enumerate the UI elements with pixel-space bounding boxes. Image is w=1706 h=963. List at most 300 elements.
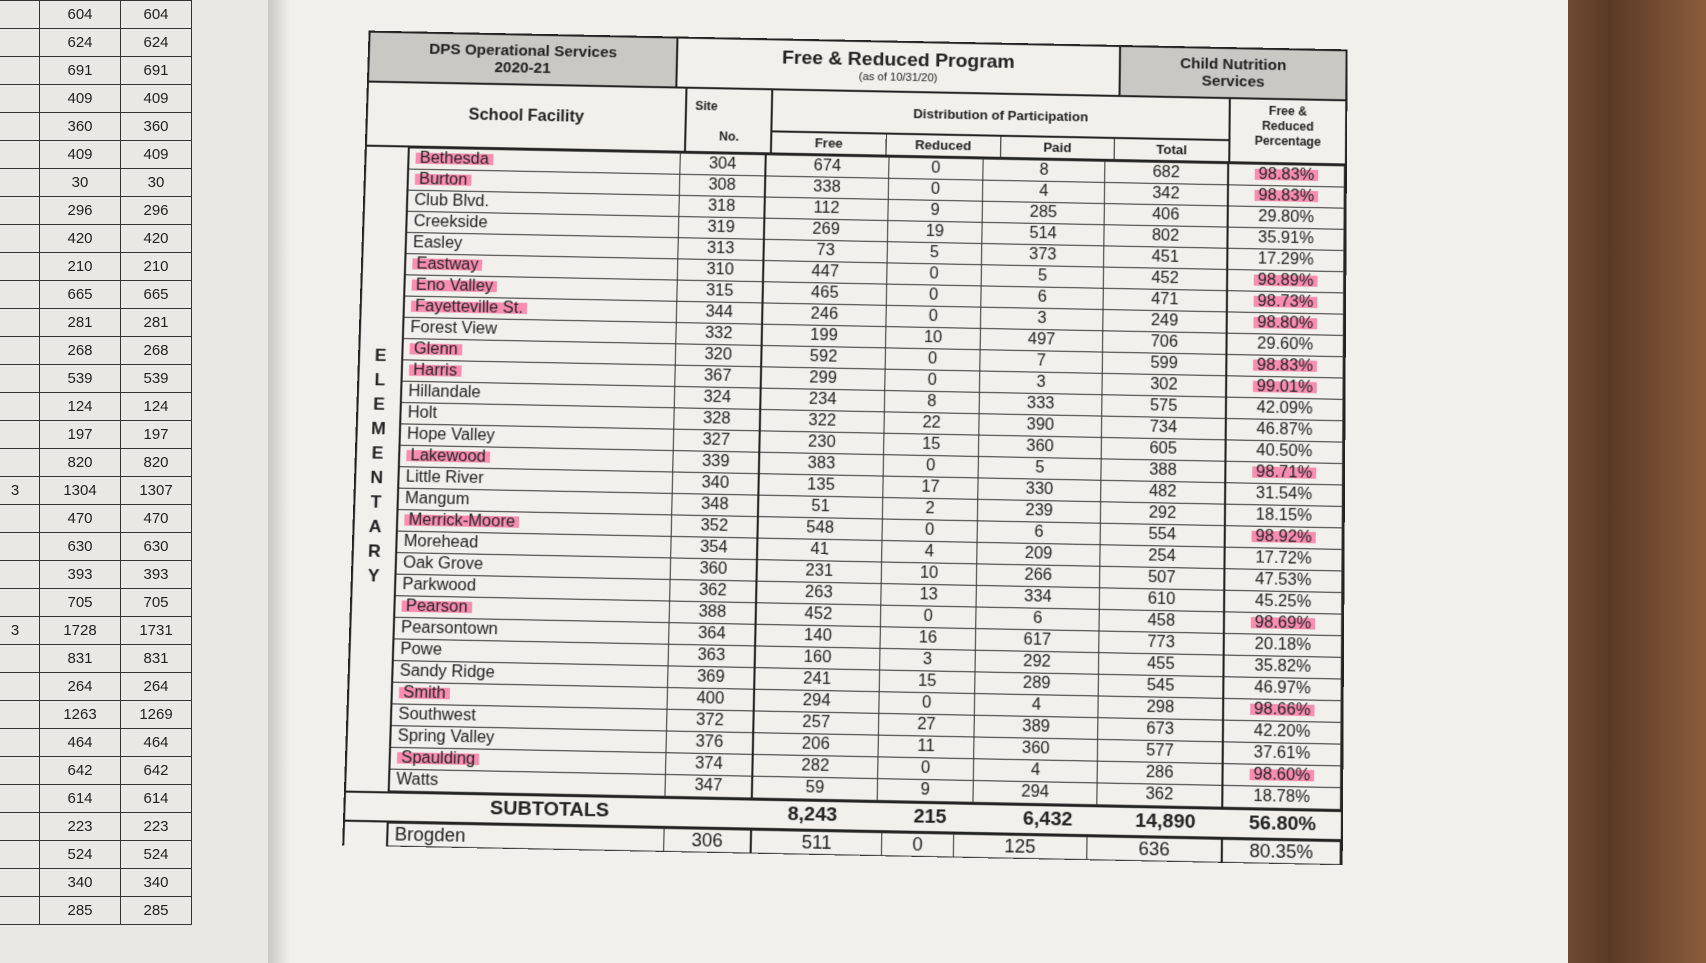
left-table-row xyxy=(0,57,192,85)
percentage-value: 98.66% xyxy=(1250,700,1315,719)
left-table-row xyxy=(0,785,192,813)
site-number-cell xyxy=(677,280,763,303)
left-table-row xyxy=(0,673,192,701)
site-number-cell xyxy=(672,472,759,495)
site-number-cell xyxy=(671,536,758,559)
percentage-value-cell xyxy=(1226,418,1343,442)
site-number-cell xyxy=(672,493,759,516)
paid-count-cell xyxy=(983,180,1105,203)
percentage-value: 20.18% xyxy=(1254,635,1312,655)
col-school-facility: School Facility xyxy=(367,83,688,151)
left-table-cell: 624 xyxy=(40,29,121,57)
subtotal-reduced: 215 xyxy=(913,805,947,829)
reduced-count-cell xyxy=(887,221,982,244)
paid-count-cell xyxy=(974,715,1098,739)
paid-count: 239 xyxy=(1025,501,1054,520)
percentage-value-cell xyxy=(1225,461,1342,485)
reduced-count-cell xyxy=(887,263,982,286)
paid-count-cell xyxy=(978,456,1101,480)
left-table-cell: 604 xyxy=(121,1,192,29)
site-number-cell xyxy=(678,217,764,240)
paid-count: 289 xyxy=(1022,674,1051,693)
site-number-cell xyxy=(678,238,764,261)
free-count-cell xyxy=(761,345,885,369)
total-count: 545 xyxy=(1146,676,1175,695)
col-free: Free xyxy=(772,132,887,154)
free-count: 73 xyxy=(816,241,835,260)
reduced-count: 9 xyxy=(930,201,940,220)
free-count-cell xyxy=(756,603,881,627)
site-number-cell xyxy=(679,174,765,197)
percentage-value: 18.15% xyxy=(1255,506,1312,525)
left-table-row xyxy=(0,225,192,253)
paid-count: 617 xyxy=(1023,631,1052,650)
total-count-cell xyxy=(1098,674,1223,698)
free-count: 231 xyxy=(805,562,834,581)
percentage-value-cell xyxy=(1224,612,1342,636)
free-count-cell xyxy=(759,431,884,455)
paid-count-cell xyxy=(979,414,1102,438)
school-name: Powe xyxy=(400,640,443,659)
paid-count-cell xyxy=(977,542,1100,566)
free-count: 452 xyxy=(804,605,833,624)
left-table-cell: 420 xyxy=(40,225,121,253)
subtotal-paid: 6,432 xyxy=(1022,807,1073,831)
site-number-cell xyxy=(667,688,754,711)
percentage-value-cell xyxy=(1226,397,1343,421)
header-dept-line2: Services xyxy=(1201,72,1265,91)
site-number: 348 xyxy=(700,495,729,514)
free-count-cell xyxy=(763,239,887,263)
left-table-cell: 470 xyxy=(121,505,192,533)
left-table-row xyxy=(0,841,192,869)
school-name: Merrick-Moore xyxy=(404,511,519,531)
col-percentage xyxy=(1230,99,1345,163)
elementary-letter: R xyxy=(367,541,382,562)
elementary-letter: T xyxy=(370,492,382,512)
left-table-cell: 124 xyxy=(121,393,192,421)
site-number-cell xyxy=(676,301,762,324)
left-table-cell: 197 xyxy=(40,421,121,449)
elementary-letter: M xyxy=(370,418,386,439)
left-table-cell xyxy=(0,281,40,309)
reduced-count: 19 xyxy=(925,222,945,241)
left-table-cell xyxy=(0,1,40,29)
total-count-cell xyxy=(1100,545,1225,569)
site-number: 369 xyxy=(696,668,725,687)
reduced-count-cell xyxy=(883,455,979,478)
paid-count: 4 xyxy=(1030,761,1041,780)
total-count-cell xyxy=(1104,246,1228,270)
school-name: Hope Valley xyxy=(406,425,496,445)
site-number-cell xyxy=(671,515,758,538)
site-number-cell xyxy=(674,408,761,431)
site-number: 319 xyxy=(707,218,735,237)
total-count: 773 xyxy=(1147,633,1176,652)
left-table-cell xyxy=(0,841,40,869)
site-number-cell xyxy=(666,709,753,732)
total-count: 254 xyxy=(1148,547,1176,566)
paid-count: 6 xyxy=(1034,523,1044,542)
left-table-cell: 285 xyxy=(121,897,192,925)
percentage-value-cell xyxy=(1225,504,1342,528)
reduced-count: 10 xyxy=(923,328,943,347)
free-count-cell xyxy=(753,711,878,735)
total-count-cell xyxy=(1105,161,1229,184)
elementary-letter: L xyxy=(374,369,386,390)
paid-count-cell xyxy=(974,737,1098,761)
total-count: 249 xyxy=(1150,311,1179,330)
site-number: 372 xyxy=(695,711,724,730)
free-count-cell xyxy=(762,324,886,348)
left-table-row xyxy=(0,645,192,673)
left-table-cell: 264 xyxy=(40,673,121,701)
paid-count-cell xyxy=(978,478,1101,502)
total-count: 734 xyxy=(1149,418,1178,437)
reduced-count-cell xyxy=(886,305,981,328)
left-table-cell: 409 xyxy=(40,141,121,169)
school-name: Forest View xyxy=(410,318,498,338)
col-pct-line3: Percentage xyxy=(1254,133,1321,149)
reduced-count-cell xyxy=(878,713,974,737)
percentage-value: 98.71% xyxy=(1252,463,1316,482)
school-name: Morehead xyxy=(403,532,479,552)
left-table-cell: 3 xyxy=(0,477,40,505)
left-table-cell xyxy=(0,533,40,561)
total-count: 482 xyxy=(1148,482,1177,501)
left-table-row xyxy=(0,393,192,421)
site-number-cell xyxy=(673,429,760,452)
left-table-cell: 464 xyxy=(121,729,192,757)
left-table-row xyxy=(0,589,192,617)
reduced-count: 22 xyxy=(922,414,941,432)
paid-count: 6 xyxy=(1032,609,1043,628)
site-number-cell xyxy=(675,365,761,388)
percentage-value: 98.83% xyxy=(1253,356,1317,374)
reduced-count-cell xyxy=(881,584,977,607)
left-table-cell xyxy=(0,113,40,141)
left-table-row xyxy=(0,197,192,225)
left-table-cell: 360 xyxy=(121,113,192,141)
free-count: 230 xyxy=(807,433,836,452)
paid-count-cell xyxy=(980,371,1103,395)
free-count: 246 xyxy=(810,305,839,324)
left-table-row xyxy=(0,757,192,785)
paid-count: 330 xyxy=(1025,480,1054,499)
report-body xyxy=(344,147,1347,810)
left-table-cell: 360 xyxy=(40,113,121,141)
paid-count-cell xyxy=(973,759,1097,783)
left-table-cell xyxy=(0,785,40,813)
paid-count-cell xyxy=(981,307,1103,331)
elementary-letters xyxy=(353,343,402,589)
free-count-cell xyxy=(765,176,889,199)
paid-count-cell xyxy=(977,564,1100,588)
paid-count: 373 xyxy=(1028,245,1057,264)
percentage-value-cell xyxy=(1223,677,1341,701)
left-table-cell: 285 xyxy=(40,897,121,925)
site-number: 339 xyxy=(701,452,730,471)
left-table-cell xyxy=(0,421,40,449)
site-number-cell xyxy=(668,666,755,689)
total-count: 673 xyxy=(1146,720,1175,739)
total-count: 636 xyxy=(1138,838,1170,860)
total-count: 706 xyxy=(1150,333,1179,351)
total-count: 599 xyxy=(1150,354,1178,373)
reduced-count: 4 xyxy=(924,542,935,561)
left-table-cell xyxy=(0,561,40,589)
total-count-cell xyxy=(1103,310,1227,334)
reduced-count: 0 xyxy=(923,607,934,626)
free-count: 199 xyxy=(810,326,838,345)
left-table-cell: 464 xyxy=(40,729,121,757)
school-name: Spring Valley xyxy=(397,727,495,747)
free-count-cell xyxy=(753,733,879,757)
site-number: 313 xyxy=(706,239,735,258)
left-table-cell: 1269 xyxy=(121,701,192,729)
left-table-cell: 691 xyxy=(121,57,192,85)
free-count: 294 xyxy=(802,691,831,710)
reduced-count-cell xyxy=(881,562,977,585)
left-table-cell: 642 xyxy=(40,757,121,785)
school-name: Eno Valley xyxy=(411,276,497,295)
left-table-row xyxy=(0,449,192,477)
reduced-count: 0 xyxy=(927,350,938,368)
col-reduced: Reduced xyxy=(886,135,1001,157)
left-table-cell: 630 xyxy=(40,533,121,561)
paid-count-cell xyxy=(979,392,1102,416)
free-count-cell xyxy=(764,197,888,221)
elementary-letter: A xyxy=(368,516,382,537)
left-table-cell: 831 xyxy=(40,645,121,673)
left-table-row xyxy=(0,701,192,729)
reduced-count-cell xyxy=(888,199,983,222)
free-count: 447 xyxy=(811,262,840,281)
total-count-cell xyxy=(1098,718,1223,742)
percentage-value: 98.73% xyxy=(1253,293,1317,311)
total-count-cell xyxy=(1104,204,1228,228)
school-name: Club Blvd. xyxy=(414,191,490,211)
left-table-cell: 1728 xyxy=(40,617,121,645)
percentage-value: 46.87% xyxy=(1256,420,1313,439)
left-table-cell: 831 xyxy=(121,645,192,673)
total-count: 452 xyxy=(1151,269,1179,288)
schools-table xyxy=(388,147,1345,810)
col-distribution-title: Distribution of Participation xyxy=(772,90,1228,141)
elementary-letter: Y xyxy=(367,565,380,586)
free-count: 282 xyxy=(801,756,830,776)
left-table-row xyxy=(0,813,192,841)
left-table-cell: 604 xyxy=(40,1,121,29)
reduced-count-cell xyxy=(877,779,973,803)
left-table-cell: 1263 xyxy=(40,701,121,729)
reduced-count: 0 xyxy=(921,694,932,712)
left-table-cell: 296 xyxy=(40,197,121,225)
left-table-cell: 420 xyxy=(121,225,192,253)
left-table-cell xyxy=(0,141,40,169)
percentage-value: 42.20% xyxy=(1253,722,1311,741)
free-reduced-report xyxy=(342,31,1347,866)
left-table-cell: 524 xyxy=(40,841,121,869)
reduced-count-cell xyxy=(879,692,975,716)
reduced-count-cell xyxy=(882,498,978,521)
free-count: 465 xyxy=(810,284,839,302)
total-count-cell xyxy=(1100,523,1225,547)
school-name: Creekside xyxy=(413,212,488,232)
reduced-count: 17 xyxy=(921,478,940,497)
site-number: 318 xyxy=(707,197,736,216)
free-count-cell xyxy=(758,495,883,519)
free-count: 257 xyxy=(802,713,831,732)
total-count: 342 xyxy=(1152,184,1180,203)
col-paid: Paid xyxy=(1001,137,1116,159)
left-table-row xyxy=(0,505,192,533)
free-count-cell xyxy=(758,474,883,498)
reduced-count: 5 xyxy=(929,244,940,262)
paid-count-cell xyxy=(975,650,1099,674)
percentage-value: 98.80% xyxy=(1253,314,1317,332)
free-count: 140 xyxy=(803,626,832,645)
reduced-count-cell xyxy=(886,284,981,307)
subtotals-label: SUBTOTALS xyxy=(489,797,610,822)
paid-count: 390 xyxy=(1026,416,1055,434)
left-table-cell: 30 xyxy=(40,169,121,197)
free-count-cell xyxy=(757,560,882,584)
site-number-cell xyxy=(668,644,755,667)
paid-count-cell xyxy=(975,672,1099,696)
free-count: 548 xyxy=(806,519,835,537)
left-table-cell: 409 xyxy=(40,85,121,113)
site-number-cell xyxy=(665,753,752,776)
school-name: Little River xyxy=(405,468,484,488)
free-count: 269 xyxy=(812,220,840,239)
paid-count-cell xyxy=(978,499,1101,523)
percentage-value: 40.50% xyxy=(1256,441,1313,461)
total-count-cell xyxy=(1087,837,1222,863)
site-number: 344 xyxy=(705,303,734,322)
reduced-count-cell xyxy=(882,519,978,542)
left-table-cell: 614 xyxy=(121,785,192,813)
left-table-cell xyxy=(0,645,40,673)
left-table-cell: 3 xyxy=(0,617,40,645)
percentage-value-cell xyxy=(1222,764,1340,788)
left-page xyxy=(0,0,270,963)
left-table-row xyxy=(0,141,192,169)
site-number-cell xyxy=(670,558,757,581)
total-count-cell xyxy=(1098,696,1223,720)
total-count-cell xyxy=(1103,288,1227,312)
left-table-cell xyxy=(0,57,40,85)
left-table-row xyxy=(0,617,192,645)
paid-count: 5 xyxy=(1037,267,1048,285)
free-count-cell xyxy=(763,261,887,285)
total-count-cell xyxy=(1102,395,1226,419)
left-table-cell: 409 xyxy=(121,85,192,113)
percentage-value-cell xyxy=(1224,569,1342,593)
total-count-cell xyxy=(1098,653,1223,677)
school-name: Spaulding xyxy=(397,749,480,768)
percentage-value-cell xyxy=(1228,164,1344,187)
site-number: 306 xyxy=(691,829,723,851)
site-number-cell xyxy=(680,153,766,176)
reduced-count: 0 xyxy=(931,159,941,177)
left-table-row xyxy=(0,29,192,57)
site-number-cell xyxy=(670,579,757,602)
left-table-cell xyxy=(0,29,40,57)
left-table-cell xyxy=(0,225,40,253)
total-count-cell xyxy=(1103,267,1227,291)
percentage-value-cell xyxy=(1228,185,1344,208)
school-name: Parkwood xyxy=(402,575,477,595)
site-number-cell xyxy=(674,386,760,409)
site-number: 362 xyxy=(698,581,727,600)
total-count: 458 xyxy=(1147,611,1176,630)
reduced-count-cell xyxy=(878,757,974,781)
wood-table-background xyxy=(1546,0,1706,963)
total-count-cell xyxy=(1097,761,1223,785)
percentage-value: 98.92% xyxy=(1251,528,1315,547)
left-table-cell xyxy=(0,729,40,757)
site-number-cell xyxy=(676,323,762,346)
left-table-row xyxy=(0,281,192,309)
paid-count-cell xyxy=(983,159,1105,182)
report-date: (as of 10/31/20) xyxy=(858,70,938,85)
percentage-value: 98.69% xyxy=(1251,614,1316,633)
site-number: 340 xyxy=(701,474,730,492)
left-table-cell: 268 xyxy=(40,337,121,365)
free-count-cell xyxy=(754,689,879,713)
school-name: Brogden xyxy=(394,823,466,846)
reduced-count: 13 xyxy=(919,585,938,604)
percentage-value-cell xyxy=(1227,291,1344,314)
free-count-cell xyxy=(760,409,884,433)
reduced-count: 15 xyxy=(921,435,941,454)
left-table-cell: 665 xyxy=(121,281,192,309)
next-section-label xyxy=(344,822,386,847)
left-page-table xyxy=(0,0,192,925)
paid-count-cell xyxy=(975,629,1099,653)
percentage-value-cell xyxy=(1227,248,1344,271)
left-table-cell xyxy=(0,869,40,897)
percentage-value-cell xyxy=(1223,742,1341,766)
total-count: 286 xyxy=(1145,763,1174,782)
paid-count-cell xyxy=(974,694,1098,718)
percentage-value-cell xyxy=(1225,526,1342,550)
reduced-count: 0 xyxy=(924,521,935,539)
percentage-value: 42.09% xyxy=(1256,399,1313,418)
left-table-row xyxy=(0,85,192,113)
header-org-name: DPS Operational Services xyxy=(428,40,618,62)
free-count: 241 xyxy=(803,670,832,689)
paid-count: 8 xyxy=(1039,161,1049,179)
percentage-value: 47.53% xyxy=(1255,570,1312,590)
site-number: 388 xyxy=(698,603,727,622)
paid-count-cell xyxy=(953,834,1087,860)
left-table-cell: 820 xyxy=(121,449,192,477)
percentage-value-cell xyxy=(1227,227,1344,250)
paid-count-cell xyxy=(982,222,1104,246)
school-name: Mangum xyxy=(404,489,470,509)
percentage-value-cell xyxy=(1224,633,1342,657)
percentage-value-cell xyxy=(1226,333,1343,357)
left-table-row xyxy=(0,421,192,449)
school-name: Fayetteville St. xyxy=(411,298,527,317)
left-table-row xyxy=(0,365,192,393)
left-table-cell: 340 xyxy=(40,869,121,897)
paid-count-cell xyxy=(980,350,1103,374)
elementary-letter: E xyxy=(371,443,384,463)
total-count: 298 xyxy=(1146,698,1175,717)
